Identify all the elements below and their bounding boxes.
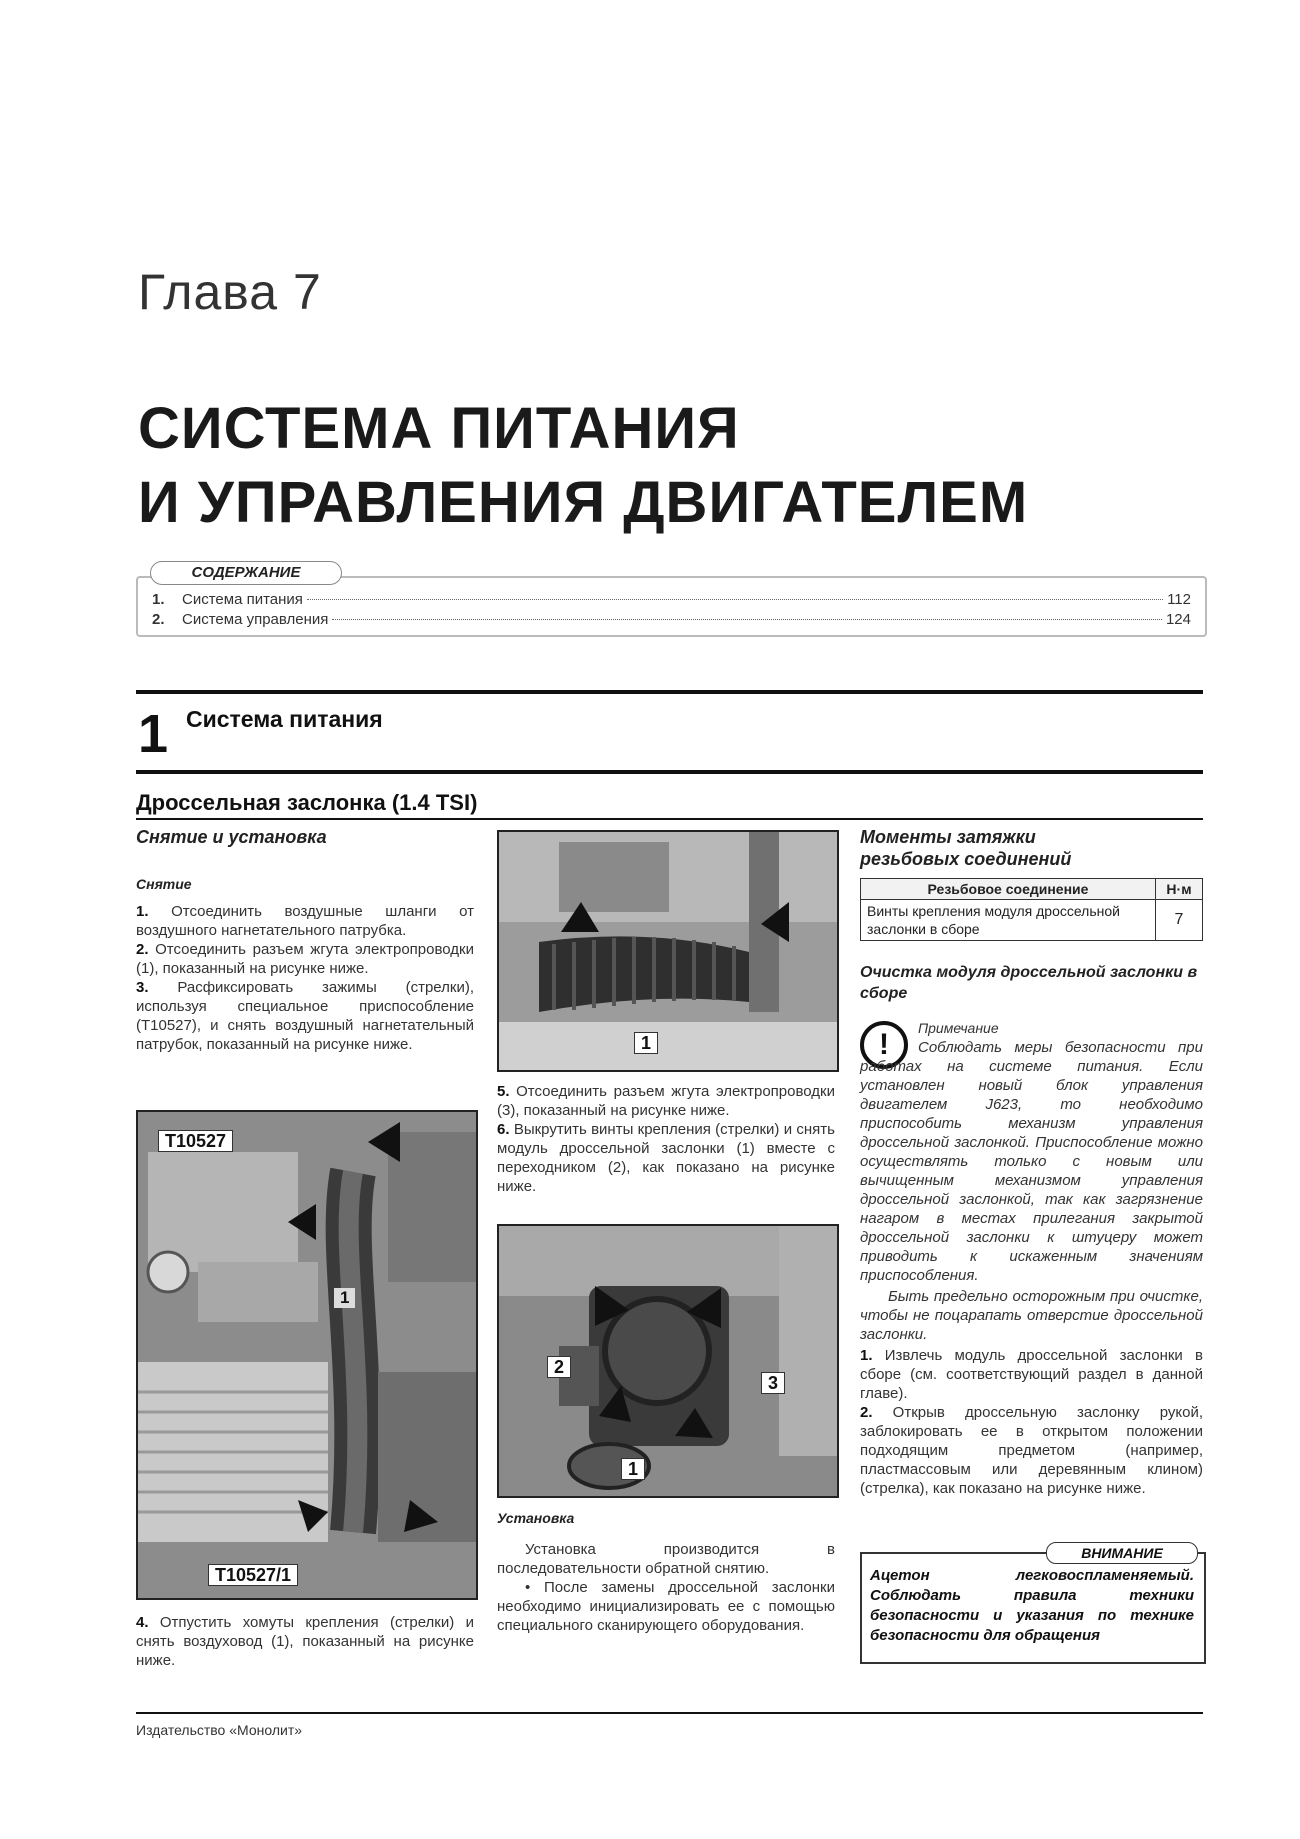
part-label-1: 1 [334,1288,355,1308]
toc-leader-dots [307,599,1163,600]
engine-photo-2 [497,830,839,1072]
photo3-label-3: 3 [761,1372,785,1394]
toc-item-page: 112 [1167,591,1191,608]
step-3: 3. Расфиксировать зажимы (стрелки), используя специальное приспособление (T10527), и снять воздушный нагнетательный патрубок, показанный на рисунке ниже. [136,979,474,1053]
photo2-label-1: 1 [634,1032,658,1054]
publisher-footer: Издательство «Монолит» [136,1722,303,1738]
toc-leader-dots [332,619,1162,620]
engine-photo-1-illustration [138,1112,476,1598]
photo3-label-1: 1 [621,1458,645,1480]
col3-steps [860,1346,1203,1498]
torque-row-value: 7 [1156,900,1203,941]
chapter-label: Глава 7 [138,264,322,320]
warning-exclamation-icon: ! [860,1021,908,1069]
footer-rule [136,1712,1203,1714]
torque-col-nm: Н·м [1156,879,1203,900]
clean-step-1: 1. Извлечь модуль дроссельной заслонки в сборе (см. соответствующий раздел в данной главе). [860,1347,1204,1402]
warning-text: Ацетон легковоспламеняемый. Соблюдать правила техники безопасности и указания по технике безопасности для обращения [870,1567,1194,1644]
photo3-label-2: 2 [547,1356,571,1378]
section-top-rule [136,690,1203,694]
section-number: 1 [138,704,169,764]
torque-row-text: Винты крепления модуля дроссельной заслонки в сборе [861,900,1156,941]
note-text: Соблюдать меры безопасности при работах на системе питания. Если установлен новый блок управления двигателем J623, то необходимо приспособить механизм управления дроссельной заслонкой. Приспособление можно осуществлять только с новым или вычищенным механизмом управления дроссельной заслонкой, так как загрязнение нагаром в местах прилегания закрытой дроссельной заслонки к штуцеру может приводить к искаженным значениям приспособления. [860,1039,1203,1284]
col2-steps [497,1082,835,1196]
toc-item[interactable]: 1. Система питания 112 [152,591,1191,608]
title-line-1: СИСТЕМА ПИТАНИЯ [138,396,740,461]
section-bottom-rule [136,770,1203,774]
col1-step-4: 4. Отпустить хомуты крепления (стрелки) и снять воздуховод (1), показанный на рисунке ниже. [136,1614,474,1669]
toc-box [136,576,1207,637]
tool-label-t10527-1: T10527/1 [208,1564,298,1586]
install-text [497,1540,835,1635]
step-2: 2. Отсоединить разъем жгута электропроводки (1), показанный на рисунке ниже. [136,941,474,977]
step-6: 6. Выкрутить винты крепления (стрелки) и снять модуль дроссельной заслонки (1) вместе с переходником (2), как показано на рисунке ниже. [497,1121,835,1195]
note-text-2: Быть предельно осторожным при очистке, чтобы не поцарапать отверстие дроссельной заслонки. [860,1288,1203,1343]
toc-item-label: Система питания [182,591,303,608]
engine-photo-2-illustration [499,832,837,1070]
cleaning-heading: Очистка модуля дроссельной заслонки в сборе [860,964,1198,1002]
step-1: 1. Отсоединить воздушные шланги от воздушного нагнетательного патрубка. [136,903,474,939]
warning-label: ВНИМАНИЕ [1046,1542,1198,1564]
section-title: Система питания [186,706,383,732]
tool-label-t10527: T10527 [158,1130,233,1152]
toc-item[interactable]: 2. Система управления 124 [152,611,1191,628]
torque-table [860,878,1203,941]
subsection-rule [136,818,1203,820]
toc-item-label: Система управления [182,611,329,628]
subsection-title: Дроссельная заслонка (1.4 TSI) [136,790,478,815]
install-paragraph-1: Установка производится в последовательности обратной снятию. [497,1541,835,1577]
col1-subheading: Снятие [136,876,192,892]
toc-item-page: 124 [1165,611,1191,628]
engine-photo-3 [497,1224,839,1498]
page-title [138,392,1028,540]
install-paragraph-2: • После замены дроссельной заслонки необходимо инициализировать ее с помощью специального сканирующего оборудования. [497,1579,835,1634]
step-5: 5. Отсоединить разъем жгута электропроводки (3), показанный на рисунке ниже. [497,1083,835,1119]
torque-col-connection: Резьбовое соединение [861,879,1156,900]
torque-heading: Моменты затяжки резьбовых соединений [860,827,1072,869]
table-row [861,900,1203,941]
title-line-2: И УПРАВЛЕНИЯ ДВИГАТЕЛЕМ [138,470,1029,535]
note-label: Примечание [918,1020,999,1036]
toc-heading: СОДЕРЖАНИЕ [150,561,342,585]
engine-photo-1 [136,1110,478,1600]
col1-steps [136,902,474,1054]
clean-step-2: 2. Открыв дроссельную заслонку рукой, заблокировать ее в открытом положении подходящим предметом (например, пластмассовым или деревянным клином) (стрелка), как показано на рисунке ниже. [860,1404,1203,1497]
col1-heading: Снятие и установка [136,827,327,847]
install-heading: Установка [497,1510,575,1526]
